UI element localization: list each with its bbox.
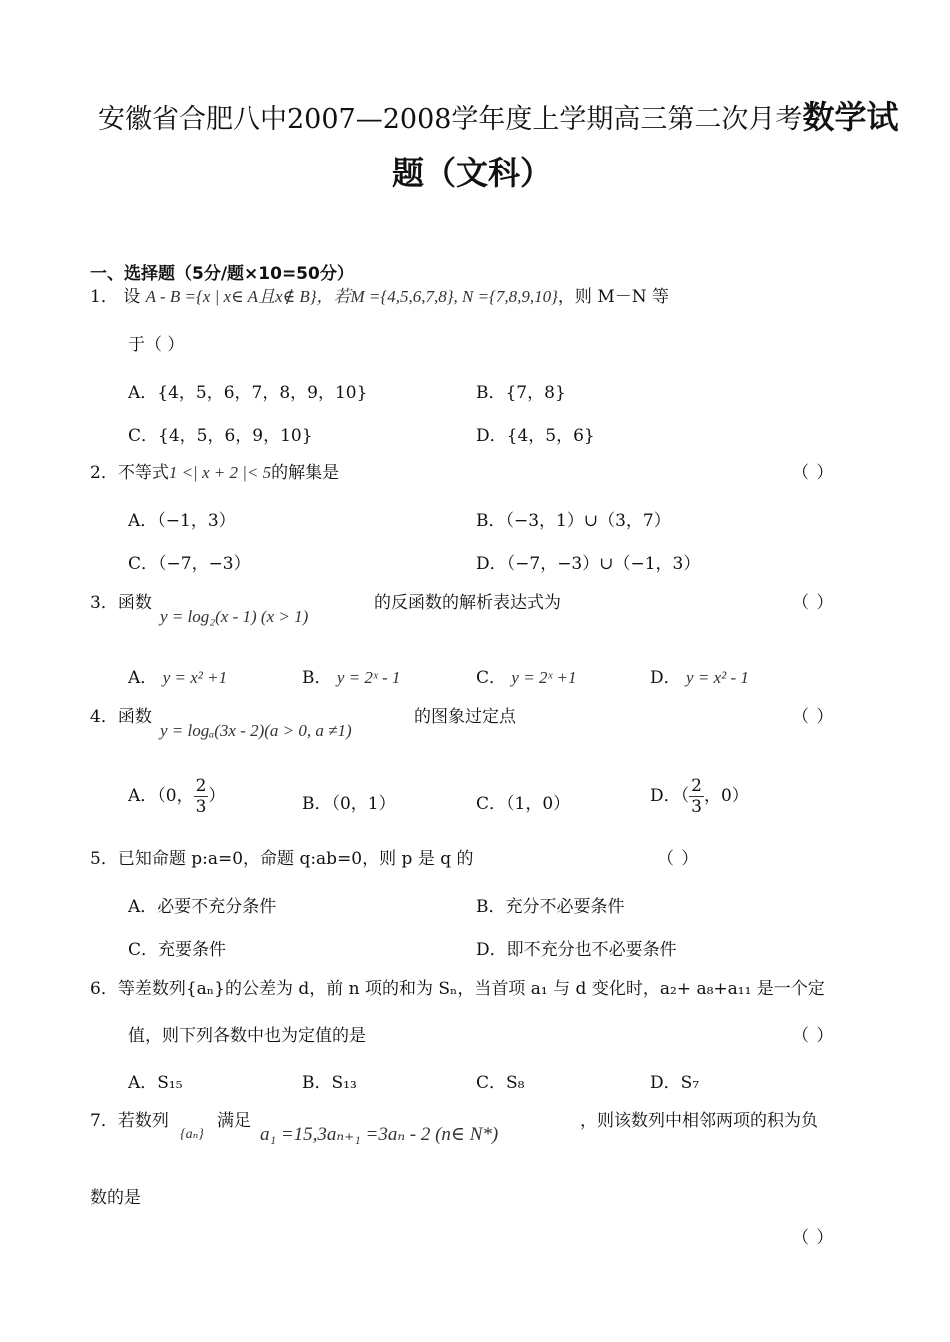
option-label: D．（ xyxy=(650,786,690,806)
option-c[interactable]: C．（1，0） xyxy=(476,794,571,814)
question-text: 设 xyxy=(123,287,141,307)
option-label: A．（0， xyxy=(128,786,194,806)
question-math: y = log₂(x - 1) (x > 1) xyxy=(160,607,309,626)
title-normal: 安徽省合肥八中2007—2008学年度上学期高三第二次月考 xyxy=(98,104,803,135)
question-number: 4． xyxy=(90,707,118,727)
fraction-numerator: 2 xyxy=(691,776,702,796)
question-number: 3． xyxy=(90,593,118,613)
option-a[interactable]: A．{4，5，6，7，8，9，10} xyxy=(128,383,368,403)
page-title xyxy=(98,92,898,138)
fraction xyxy=(689,776,704,817)
option-b[interactable] xyxy=(302,663,400,688)
fraction xyxy=(194,776,209,817)
option-d[interactable]: D．即不充分也不必要条件 xyxy=(476,940,677,960)
question-1-continued: 于（ ） xyxy=(128,335,185,355)
question-text: 函数 xyxy=(117,707,152,727)
option-tail: ） xyxy=(208,786,226,806)
option-c[interactable]: C．充要条件 xyxy=(128,940,227,960)
question-3 xyxy=(90,592,152,614)
answer-paren[interactable]: （ ） xyxy=(792,1228,835,1248)
question-math: y = logₐ(3x - 2)(a > 0, a ≠1) xyxy=(160,721,352,740)
option-b[interactable]: B．充分不必要条件 xyxy=(476,897,625,917)
question-number: 1． xyxy=(90,287,118,307)
question-1 xyxy=(90,286,669,308)
page-title-line2: 题（文科） xyxy=(392,154,553,192)
option-label: A． xyxy=(128,668,158,688)
question-number: 5． xyxy=(90,849,118,869)
fraction-denominator: 3 xyxy=(691,797,702,817)
answer-paren[interactable]: （ ） xyxy=(792,707,835,727)
option-b[interactable]: B．{7，8} xyxy=(476,383,566,403)
option-d[interactable]: D．S₇ xyxy=(650,1073,700,1093)
question-text: 已知命题 p:a=0，命题 q:ab=0，则 p 是 q 的 xyxy=(117,849,474,869)
question-number: 2． xyxy=(90,463,118,483)
question-5 xyxy=(90,848,474,870)
question-text: 的解集是 xyxy=(271,463,340,483)
option-d[interactable] xyxy=(650,663,749,688)
question-text: 满足 xyxy=(217,1111,251,1131)
question-text: 函数 xyxy=(117,593,152,613)
question-7 xyxy=(90,1110,169,1132)
option-math: y = x² +1 xyxy=(162,668,228,687)
question-6 xyxy=(90,978,825,1000)
option-a[interactable]: A．必要不充分条件 xyxy=(128,897,277,917)
answer-paren[interactable]: （ ） xyxy=(792,463,835,483)
answer-paren[interactable]: （ ） xyxy=(792,1026,835,1046)
answer-paren[interactable]: （ ） xyxy=(657,849,700,869)
option-label: D． xyxy=(650,668,681,688)
option-math: y = 2ˣ - 1 xyxy=(336,668,401,687)
fraction-denominator: 3 xyxy=(195,797,207,817)
option-c[interactable] xyxy=(476,663,576,688)
option-label: C． xyxy=(476,668,507,688)
question-number: 6． xyxy=(90,979,118,999)
option-a[interactable] xyxy=(128,776,225,817)
option-b[interactable]: B．（−3，1）∪（3，7） xyxy=(476,511,671,531)
option-c[interactable]: C．S₈ xyxy=(476,1073,525,1093)
question-2 xyxy=(90,462,339,484)
question-4 xyxy=(90,706,152,728)
option-d[interactable]: D．（−7，−3）∪（−1，3） xyxy=(476,554,701,574)
question-math: 1 <| x + 2 |< 5 xyxy=(168,463,272,482)
question-math: {aₙ} xyxy=(180,1127,204,1142)
question-text: 不等式 xyxy=(117,463,169,483)
option-tail: ，0） xyxy=(703,786,749,806)
option-d[interactable] xyxy=(650,776,749,817)
question-text: ，则 M－N 等 xyxy=(557,287,670,307)
option-label: B． xyxy=(302,668,332,688)
option-math: y = 2ˣ +1 xyxy=(511,668,577,687)
option-a[interactable]: A．S₁₅ xyxy=(128,1073,183,1093)
question-7-continued: 数的是 xyxy=(90,1188,141,1208)
question-math: a₁ =15,3aₙ₊₁ =3aₙ - 2 (n∈ N*) xyxy=(260,1124,499,1145)
question-6-continued: 值，则下列各数中也为定值的是 xyxy=(128,1026,366,1046)
fraction-numerator: 2 xyxy=(195,776,207,796)
option-b[interactable]: B．S₁₃ xyxy=(302,1073,357,1093)
option-c[interactable]: C．{4，5，6，9，10} xyxy=(128,426,313,446)
option-c[interactable]: C．（−7，−3） xyxy=(128,554,251,574)
option-d[interactable]: D．{4，5，6} xyxy=(476,426,595,446)
option-a[interactable] xyxy=(128,663,227,688)
option-a[interactable]: A．（−1，3） xyxy=(128,511,236,531)
question-number: 7． xyxy=(90,1111,118,1131)
answer-paren[interactable]: （ ） xyxy=(792,593,835,613)
section-heading: 一、选择题（5分/题×10=50分） xyxy=(90,264,354,284)
question-text: ，则该数列中相邻两项的积为负 xyxy=(580,1111,818,1131)
title-bold: 数学试 xyxy=(802,98,899,136)
option-math: y = x² - 1 xyxy=(686,668,749,687)
question-math: A - B ={x | x∈ A且x∉ B}，若M ={4,5,6,7,8}, N ={7,8,9,10} xyxy=(145,287,558,306)
question-text: 若数列 xyxy=(117,1111,169,1131)
option-b[interactable]: B．（0，1） xyxy=(302,794,396,814)
question-text: 的反函数的解析表达式为 xyxy=(374,593,561,613)
question-text: 等差数列{aₙ}的公差为 d，前 n 项的和为 Sₙ，当首项 a₁ 与 d 变化时，a₂+ a₈+a₁₁ 是一个定 xyxy=(117,979,825,999)
question-text: 的图象过定点 xyxy=(414,707,516,727)
